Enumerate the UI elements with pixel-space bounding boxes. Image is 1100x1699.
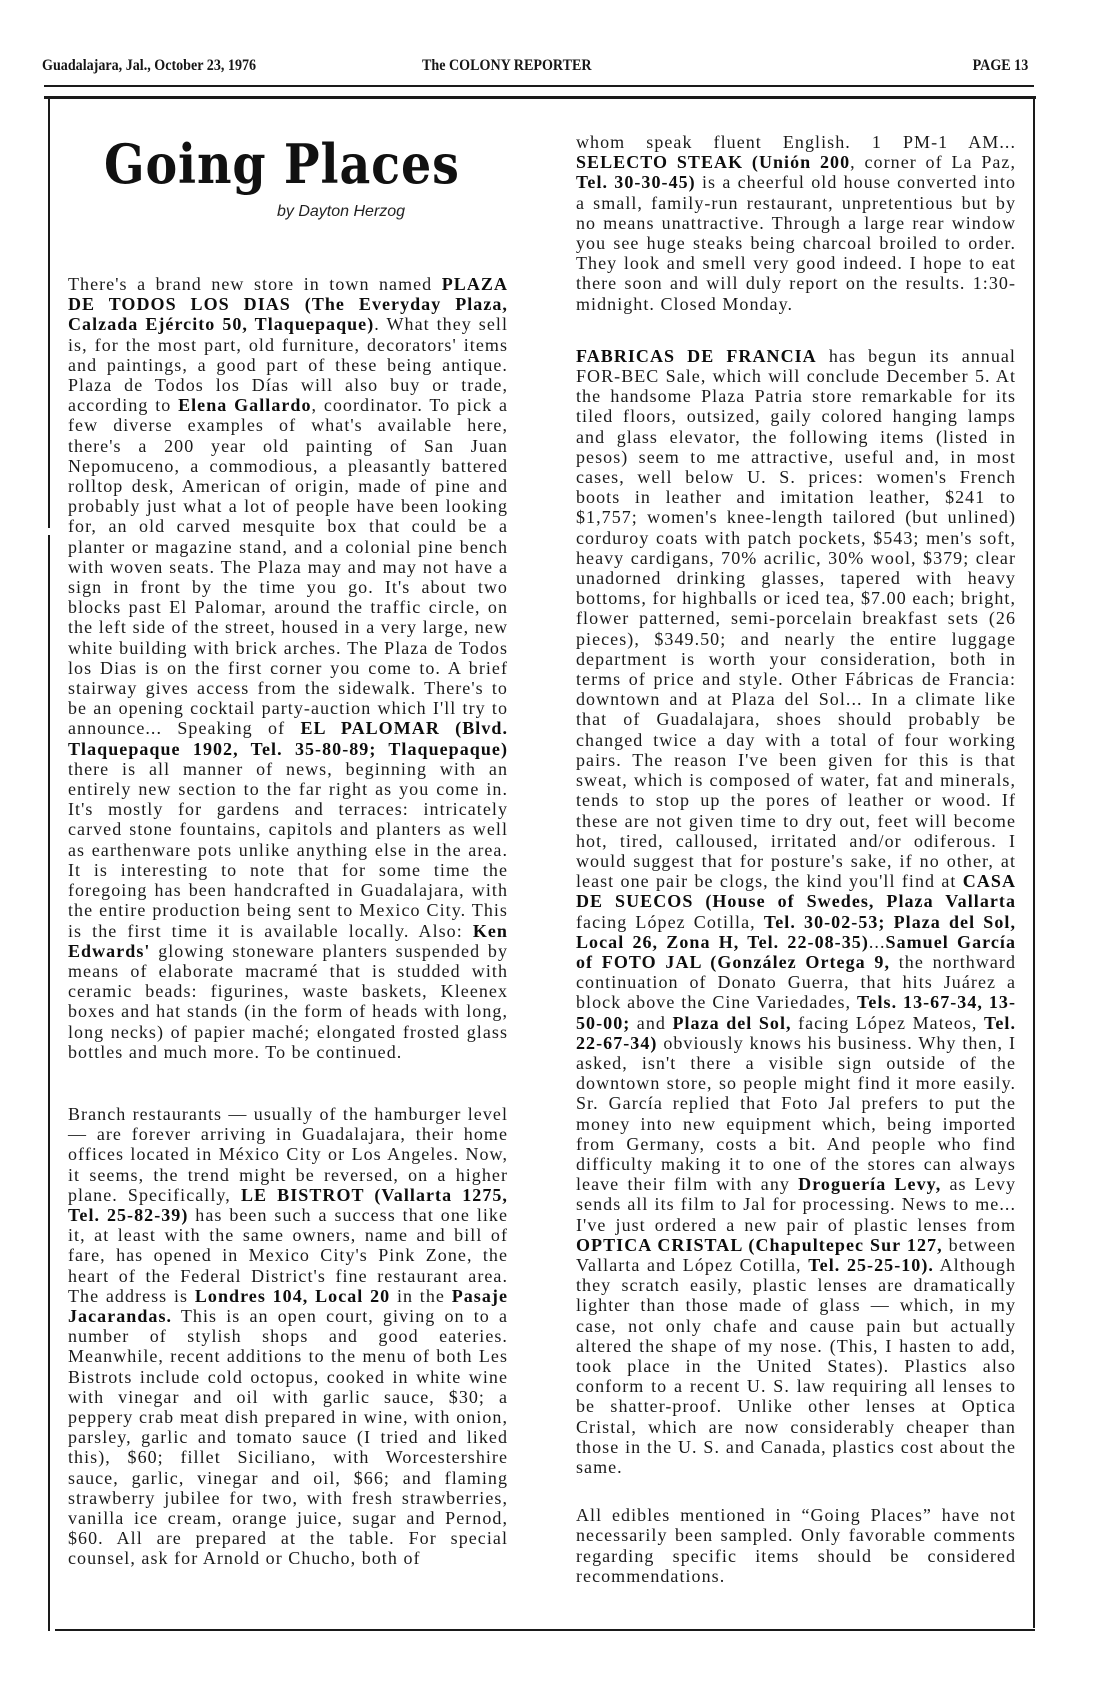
bold-listing-text: Londres 104, Local 20: [194, 1285, 391, 1306]
body-text: Although they scratch easily, plastic lenses are dramatically lighter than those made of glass — which, in my case, not only chafe and cause pain but actually altered the shape of my nose. (This, I hasten to add, took place in the United States). Plastics also conform to a recent U. S. law requiring all lenses to be shatter-proof. Unlike other lenses at Optica Cristal, which are now considerably cheaper than those in the U. S. and Canada, plastics cost about the same.: [576, 1254, 1016, 1477]
body-text: All edibles mentioned in “Going Places” have not necessarily been sampled. Only favorable comments regarding specific items should be considered recommendations.: [576, 1505, 1016, 1586]
byline: by Dayton Herzog: [277, 203, 406, 220]
body-text: there is all manner of news, beginning with an entirely new section to the far right as you come in. It's mostly for gardens and terraces: intricately carved stone fountains, capitols and planters as well as earthenware pots unlike anything else in the area. It is interesting to note that for some time the foregoing has been handcrafted in Guadalajara, with the entire production being sent to Mexico City. This is the first time it is available locally. Also:: [68, 758, 508, 941]
body-text: , coordinator. To pick a few diverse examples of what's available here, there's a 200 year old painting of San Juan Nepomuceno, a commodious, a pleasantly battered rolltop desk, American of origin, made of pine and probably just what a lot of people have been looking for, an old carved mesquite box that could be a planter or magazine stand, and a colonial pine bench with woven seats. The Plaza may and may not have a sign in front by the time you go. It's about two blocks past El Palomar, around the traffic circle, on the left side of the street, housed in a very large, new white building with brick arches. The Plaza de Todos los Dias is on the first corner you come to. A brief stairway gives access from the sidewalk. There's to be an opening cocktail party-auction which I'll try to announce... Speaking of: [68, 395, 508, 739]
bold-listing-text: Pasaje Jacarandas.: [68, 1285, 508, 1326]
right-column: [576, 132, 1016, 1586]
bold-listing-text: LE BISTROT (Vallarta 1275, Tel. 25-82-39): [68, 1184, 508, 1225]
body-text: facing López Cotilla,: [576, 911, 764, 932]
bold-listing-text: EL PALOMAR (Blvd. Tlaquepaque 1902, Tel. 35-80-89; Tlaquepaque): [68, 718, 508, 759]
bold-listing-text: Plaza del Sol,: [672, 1012, 792, 1033]
bold-listing-text: SELECTO STEAK (Unión 200: [576, 152, 851, 173]
body-text: , corner of La Paz,: [850, 152, 1017, 173]
column-title: Going Places: [104, 132, 460, 196]
body-text: and: [630, 1012, 673, 1033]
body-text: Branch restaurants — usually of the hamburger level — are forever arriving in Guadalajara, their home offices located in México City or Los Angeles. Now, it seems, the trend might be reversed, on a higher plane. Specifically,: [68, 1103, 508, 1205]
page-number: PAGE 13: [972, 57, 1028, 74]
box-border-left: [48, 98, 50, 528]
paragraph-le-bistrot: [68, 1104, 508, 1569]
bold-listing-text: Tel. 22-67-34): [576, 1012, 1016, 1053]
paragraph-plaza-todos-los-dias: [68, 274, 508, 1062]
bold-listing-text: Tel. 25-25-10).: [808, 1254, 934, 1275]
paragraph-selecto-steak: [576, 132, 1016, 314]
body-text: facing López Mateos,: [791, 1012, 984, 1033]
left-column: [68, 274, 508, 1569]
bold-listing-text: Tel. 30-30-45): [576, 172, 696, 193]
body-text: the northward continuation of Donato Guerra, that hits Juárez a block above the Cine Variedades,: [576, 951, 1016, 1013]
body-text: obviously knows his business. Why then, I asked, isn't there a visible sign outside of the downtown store, so people might find it more easily. Sr. García replied that Foto Jal prefers to put the money into new equipment which, being imported from Germany, costs a bit. And people who find difficulty making it to one of the stores can always leave their film with any: [576, 1032, 1016, 1195]
footer-rule: [55, 1629, 1035, 1631]
body-text: has begun its annual FOR-BEC Sale, which will conclude December 5. At the handsome Plaza Patria store remarkable for its tiled floors, outsized, gaily colored hanging lamps and glass elevator, the following items (listed in pesos) seem to me attractive, useful and, in most cases, well below U. S. prices: women's French boots in leather and imitation leather, $241 to $1,757; women's knee-length tailored (but unlined) corduroy coats with patch pockets, $543; men's soft, heavy cardigans, 70% acrilic, 30% wool, $379; clear unadorned drinking glasses, tapered with heavy bottoms, for highballs or iced tea, $7.00 each; bright, flower patterned, semi-porcelain breakfast sets (26 pieces), $349.50; and nearly the entire luggage department is worth your consideration, both in terms of price and style. Other Fábricas de Francia: downtown and at Plaza del Sol... In a climate like that of Guadalajara, shoes should probably be changed twice a day with a total of four working pairs. The reason I've been given for this is that sweat, which is composed of water, fat and minerals, tends to stop up the pores of leather or wood. If these are not given time to dry out, feet will become hot, tired, calloused, irritated and/or odiferous. I would suggest that for posture's sake, if no other, at least one pair be clogs, the kind you'll find at: [576, 345, 1016, 892]
bold-listing-text: Elena Gallardo: [178, 395, 312, 416]
body-text: . What they sell is, for the most part, old furniture, decorators' items and paintings, a good part of these being antique. Plaza de Todos los Días will also buy or trade, according to: [68, 314, 508, 416]
body-text: between Vallarta and López Cotilla,: [576, 1234, 1016, 1275]
body-text: in the: [390, 1285, 452, 1306]
bold-listing-text: OPTICA CRISTAL (Chapultepec Sur 127,: [576, 1234, 943, 1255]
header-rule-top: [44, 85, 1034, 87]
bold-listing-text: PLAZA DE TODOS LOS DIAS (The Everyday Plaza, Calzada Ejército 50, Tlaquepaque): [68, 274, 508, 335]
bold-listing-text: FABRICAS DE FRANCIA: [576, 345, 817, 366]
paragraph-fabricas-de-francia: [576, 346, 1016, 1477]
box-border-right: [1033, 96, 1035, 1628]
bold-listing-text: Ken Edwards': [68, 920, 508, 961]
body-text: glowing stoneware planters suspended by means of elaborate macramé that is studded with ceramic beads: figurines, waste baskets, Kleenex boxes and hat stands (in the form of heads with long, long necks) of papier maché; elongated frosted glass bottles and much more. To be continued.: [68, 940, 508, 1062]
body-text: whom speak fluent English. 1 PM-1 AM...: [576, 132, 1016, 152]
box-border-left: [48, 535, 50, 1631]
body-text: ...: [868, 931, 886, 952]
dateline: Guadalajara, Jal., October 23, 1976: [42, 57, 257, 74]
bold-listing-text: Tels. 13-67-34, 13-50-00;: [576, 992, 1017, 1033]
paragraph-disclaimer: [576, 1505, 1016, 1586]
body-text: This is an open court, giving on to a number of stylish shops and good eateries. Meanwhile, recent additions to the menu of both Les Bistrots include cold octopus, cooked in white wine with vinegar and oil with garlic sauce, $30; a peppery crab meat dish prepared in wine, with onion, parsley, garlic and tomato sauce (I tried and liked this), $60; fillet Siciliano, with Worcestershire sauce, garlic, vinegar and oil, $66; and flaming strawberry jubilee for two, with fresh strawberries, vanilla ice cream, orange juice, sugar and Pernod, $60. All are prepared at the table. For special counsel, ask for Arnold or Chucho, both of: [68, 1305, 508, 1569]
body-text: as Levy sends all its film to Jal for processing. News to me... I've just ordered a new pair of plastic lenses from: [576, 1174, 1016, 1235]
bold-listing-text: Tel. 30-02-53; Plaza del Sol, Local 26, Zona H, Tel. 22-08-35): [576, 911, 1017, 952]
body-text: is a cheerful old house converted into a small, family-run restaurant, unpretentious but by no means unattractive. Through a large rear window you see huge steaks being charcoal broiled to order. They look and smell very good indeed. I hope to eat there soon and will duly report on the results. 1:30-midnight. Closed Monday.: [576, 172, 1016, 314]
header-rule-bottom: [44, 96, 1036, 99]
body-text: There's a brand new store in town named: [68, 274, 442, 294]
bold-listing-text: Droguería Levy,: [798, 1174, 942, 1195]
newspaper-name: The COLONY REPORTER: [422, 57, 592, 74]
body-text: has been such a success that one like it, at least with the same owners, name and bill of fare, has opened in Mexico City's Pink Zone, the heart of the Federal District's fine restaurant area. The address is: [68, 1204, 509, 1306]
bold-listing-text: CASA DE SUECOS (House of Swedes, Plaza Vallarta: [576, 871, 1016, 912]
bold-listing-text: Samuel García of FOTO JAL (González Ortega 9,: [576, 931, 1016, 972]
